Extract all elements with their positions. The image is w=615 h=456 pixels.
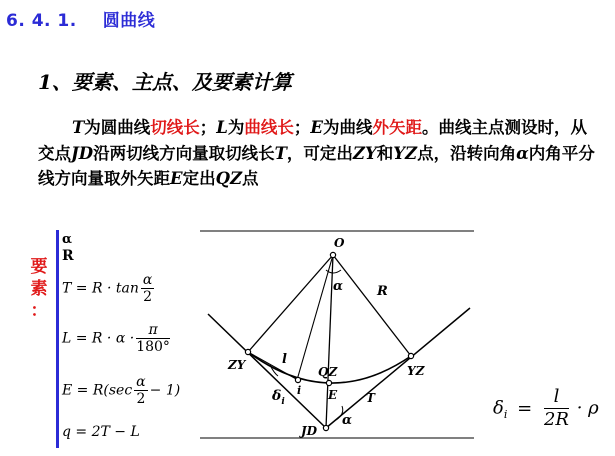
term-tangent-length: 切线长 (150, 118, 200, 137)
text: L (216, 118, 228, 137)
section-heading (6, 6, 155, 31)
formula-external-distance: E = R(sec $\frac{\alpha}{2}$ − 1) (62, 374, 181, 407)
formula-panel (56, 228, 196, 450)
formula-tangent: T = R · tan $\frac{\alpha}{2}$ (62, 272, 153, 305)
point-O (330, 252, 335, 257)
text: 点，沿转向角 (417, 143, 517, 163)
circular-curve-diagram (200, 228, 474, 440)
label-i: i (297, 384, 302, 397)
text: α (516, 143, 529, 163)
right-tangent-line (326, 308, 470, 428)
text: 内角平分线方向量取外矢距 (38, 143, 595, 188)
point-YZ (408, 353, 413, 358)
text: ZY (352, 143, 377, 163)
subheading: 1、要素、主点、及要素计算 (38, 70, 292, 94)
radius-to-yz (333, 255, 411, 356)
text: 。曲线主点测设时，从交点 (38, 118, 587, 163)
point-JD (323, 425, 328, 430)
label-JD: JD (301, 424, 318, 438)
formula-divider (56, 230, 59, 448)
text: QZ (215, 169, 242, 188)
alpha-symbol: α (62, 232, 73, 247)
label-R: R (377, 284, 388, 299)
text: 定出 (182, 169, 216, 188)
point-QZ (326, 380, 331, 385)
text: ； (293, 118, 311, 137)
label-alpha-top: α (333, 279, 344, 294)
text: 点 (242, 169, 259, 188)
term-curve-length: 曲线长 (244, 118, 294, 137)
bisector-line (326, 255, 333, 428)
formula-curve-length: L = R · α · $\frac{\pi}{180^\circ}$ (62, 322, 170, 355)
text: 和 (376, 143, 394, 163)
deflection-angle-formula: $\delta_i$ = $\frac{l}{2R}$ · ρ (493, 386, 599, 430)
label-alpha-bottom: α (342, 413, 353, 428)
text: T (274, 143, 287, 163)
text: 为 (227, 118, 245, 137)
label-QZ: QZ (318, 365, 338, 379)
section-title: 圆曲线 (102, 11, 156, 31)
text: 沿两切线方向量取切线长 (93, 143, 275, 163)
label-char: 素 (30, 279, 48, 299)
text: E (170, 169, 183, 188)
radius-symbol: R (62, 248, 74, 264)
text: E (310, 118, 323, 137)
point-ZY (245, 349, 250, 354)
radius-to-zy (248, 255, 333, 352)
section-number: 6. 4. 1. (6, 11, 77, 31)
label-YZ: YZ (407, 364, 425, 378)
text: ，可定出 (286, 143, 353, 163)
label-char: 要 (30, 257, 48, 277)
label-O: O (334, 236, 345, 250)
text: 为圆曲线 (84, 118, 151, 137)
elements-label (29, 256, 49, 322)
point-i (295, 377, 300, 382)
text: 为曲线 (322, 118, 373, 137)
text: T (72, 118, 85, 137)
label-T: T (366, 391, 375, 405)
label-delta: $\delta_i$ (272, 388, 285, 407)
text: YZ (393, 143, 418, 163)
radius-to-point-i (297, 255, 333, 380)
term-external-distance: 外矢距 (372, 118, 422, 137)
formula-q: q = 2T − L (62, 424, 140, 440)
text: ； (199, 118, 217, 137)
label-char: ： (30, 301, 48, 321)
label-ZY: ZY (228, 358, 246, 372)
label-E: E (328, 388, 338, 402)
text: JD (71, 143, 94, 163)
body-paragraph (38, 115, 603, 192)
label-l: l (282, 352, 287, 367)
